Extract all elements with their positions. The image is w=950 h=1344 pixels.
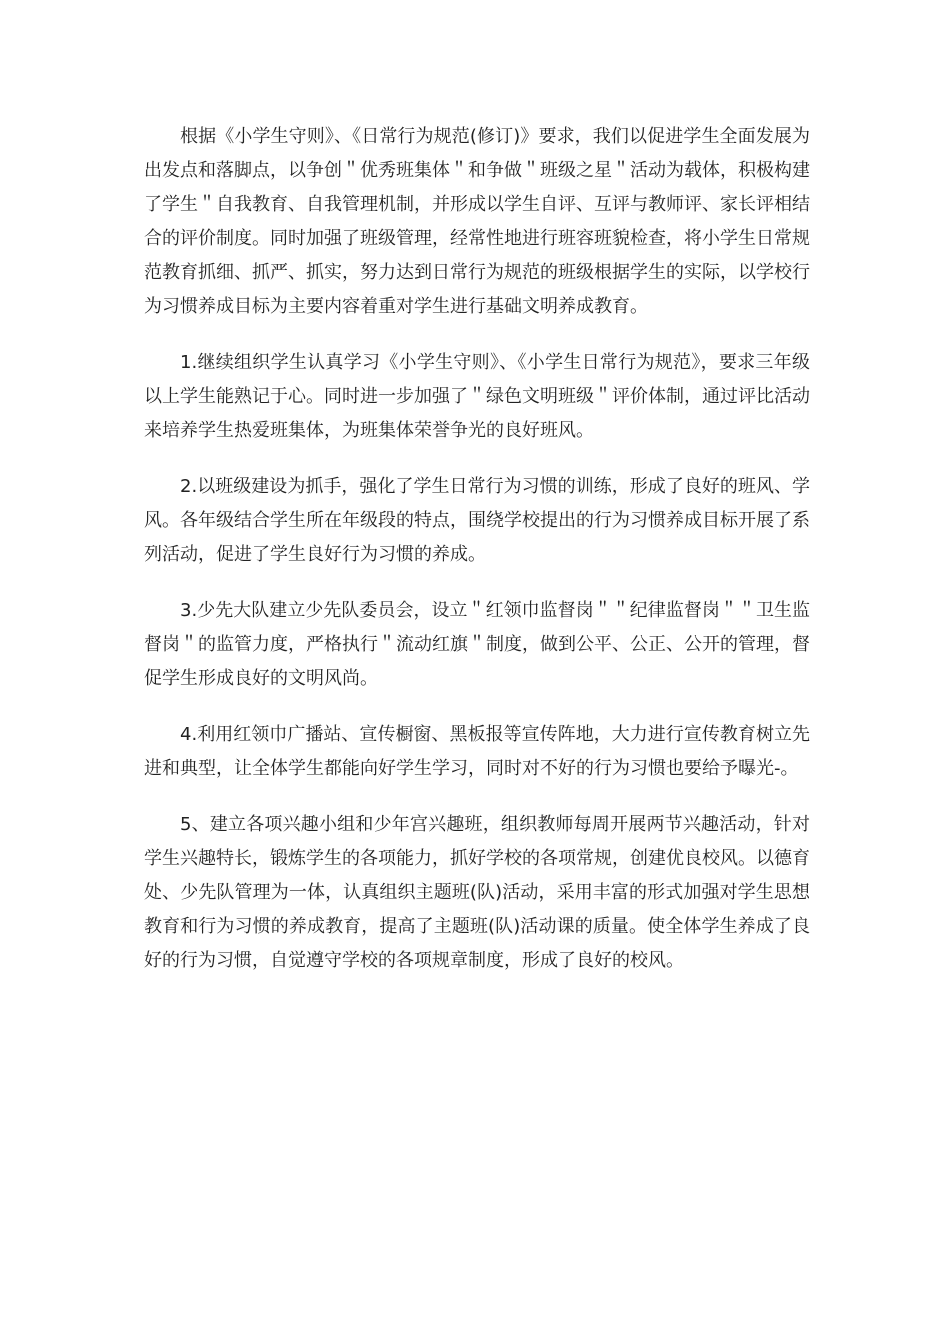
paragraph-item-4: 4.利用红领巾广播站、宣传橱窗、黑板报等宣传阵地，大力进行宣传教育树立先进和典型，让全体学生都能向好学生学习，同时对不好的行为习惯也要给予曝光-。 xyxy=(144,724,810,779)
intro-paragraph: 根据《小学生守则》、《日常行为规范(修订)》要求，我们以促进学生全面发展为出发点和落脚点，以争创＂优秀班集体＂和争做＂班级之星＂活动为载体，积极构建了学生＂自我教育、自我管理机制，并形成以学生自评、互评与教师评、家长评相结合的评价制度。同时加强了班级管理，经常性地进行班容班貌检查，将小学生日常规范教育抓细、抓严、抓实，努力达到日常行为规范的班级根据学生的实际，以学校行为习惯养成目标为主要内容着重对学生进行基础文明养成教育。 xyxy=(144,126,810,317)
paragraph-item-2: 2.以班级建设为抓手，强化了学生日常行为习惯的训练，形成了良好的班风、学风。各年级结合学生所在年级段的特点，围绕学校提出的行为习惯养成目标开展了系列活动，促进了学生良好行为习惯的养成。 xyxy=(144,476,810,565)
paragraph-item-3: 3.少先大队建立少先队委员会，设立＂红领巾监督岗＂＂纪律监督岗＂＂卫生监督岗＂的监管力度，严格执行＂流动红旗＂制度，做到公平、公正、公开的管理，督促学生形成良好的文明风尚。 xyxy=(144,600,810,689)
paragraph-item-1: 1.继续组织学生认真学习《小学生守则》、《小学生日常行为规范》，要求三年级以上学生能熟记于心。同时进一步加强了＂绿色文明班级＂评价体制，通过评比活动来培养学生热爱班集体，为班集体荣誉争光的良好班风。 xyxy=(144,352,810,441)
paragraph-item-5: 5、建立各项兴趣小组和少年宫兴趣班，组织教师每周开展两节兴趣活动，针对学生兴趣特长，锻炼学生的各项能力，抓好学校的各项常规，创建优良校风。以德育处、少先队管理为一体，认真组织主题班(队)活动，采用丰富的形式加强对学生思想教育和行为习惯的养成教育，提高了主题班(队)活动课的质量。使全体学生养成了良好的行为习惯，自觉遵守学校的各项规章制度，形成了良好的校风。 xyxy=(144,814,810,971)
document-page xyxy=(144,120,810,1000)
